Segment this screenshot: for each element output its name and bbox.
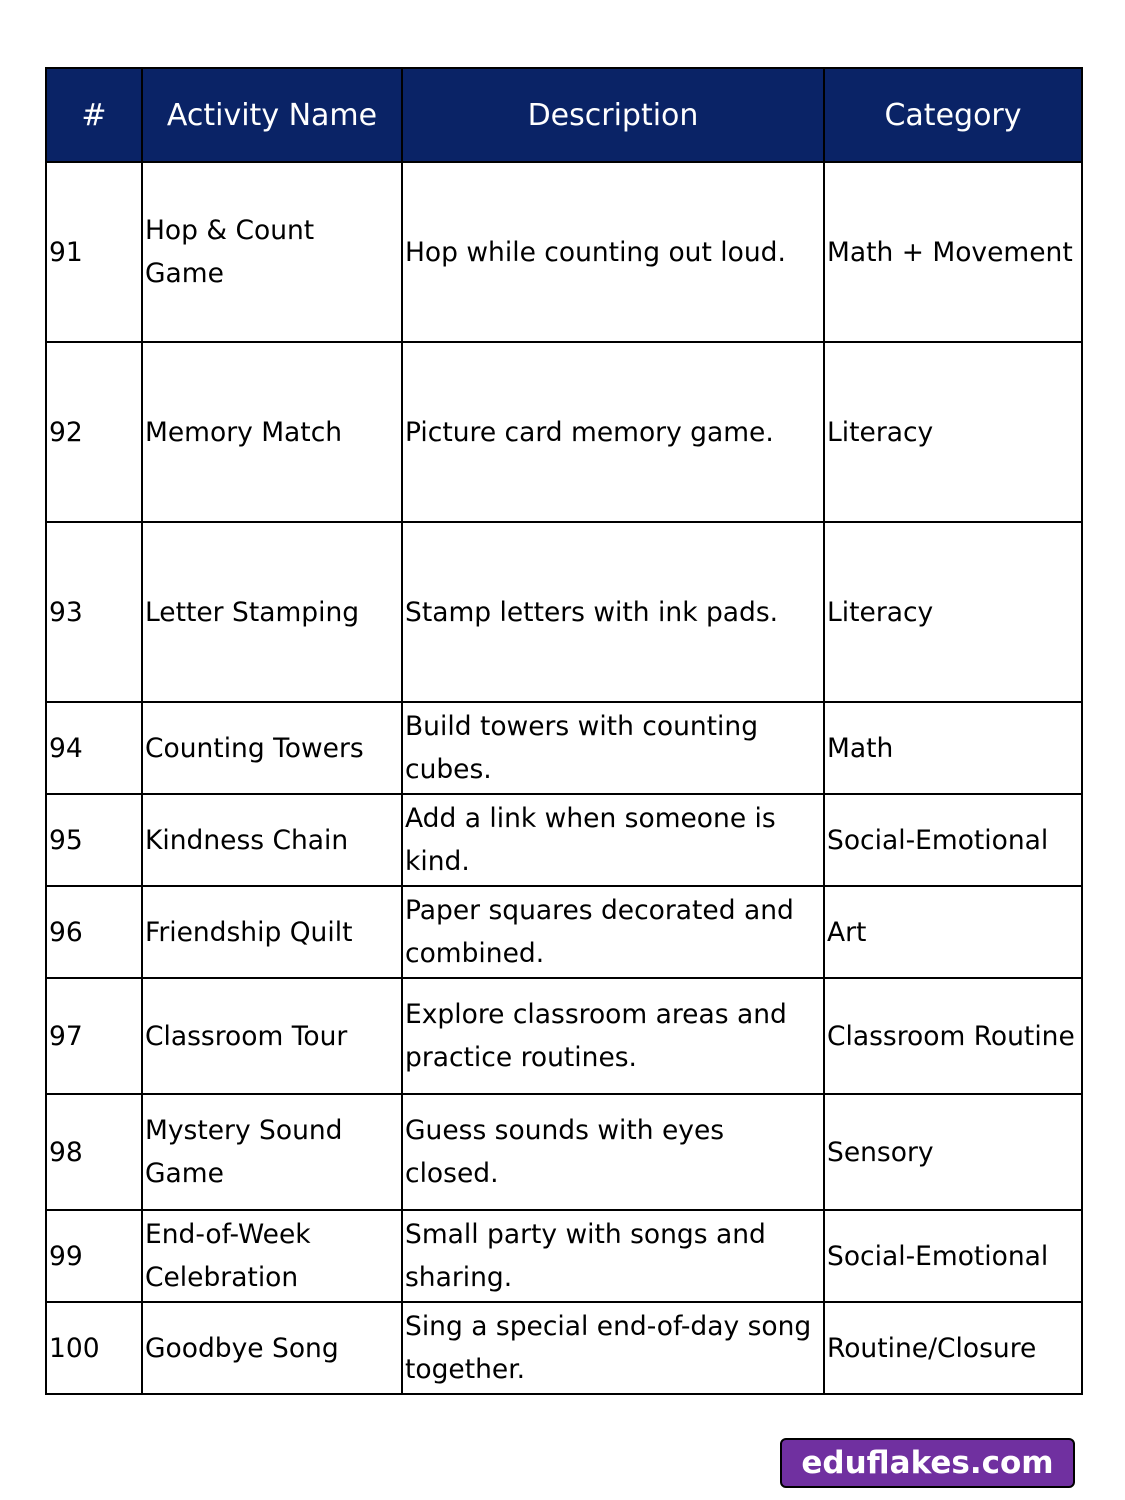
header-description: Description — [402, 68, 824, 162]
cell-description: Build towers with counting cubes. — [402, 702, 824, 794]
cell-number: 92 — [46, 342, 142, 522]
cell-number: 96 — [46, 886, 142, 978]
table-header-row — [46, 68, 1082, 162]
cell-number: 99 — [46, 1210, 142, 1302]
table-row — [46, 978, 1082, 1094]
cell-activity-name: Memory Match — [142, 342, 402, 522]
cell-category: Routine/Closure — [824, 1302, 1082, 1394]
cell-category: Math — [824, 702, 1082, 794]
cell-description: Hop while counting out loud. — [402, 162, 824, 342]
cell-description: Picture card memory game. — [402, 342, 824, 522]
table-row — [46, 162, 1082, 342]
cell-number: 98 — [46, 1094, 142, 1210]
cell-category: Art — [824, 886, 1082, 978]
cell-category: Literacy — [824, 522, 1082, 702]
cell-description: Explore classroom areas and practice routines. — [402, 978, 824, 1094]
cell-number: 91 — [46, 162, 142, 342]
header-category: Category — [824, 68, 1082, 162]
eduflakes-brand-link[interactable]: eduflakes.com — [780, 1438, 1075, 1488]
table-row — [46, 522, 1082, 702]
cell-description: Add a link when someone is kind. — [402, 794, 824, 886]
table-row — [46, 1094, 1082, 1210]
cell-activity-name: Letter Stamping — [142, 522, 402, 702]
header-activity-name: Activity Name — [142, 68, 402, 162]
cell-activity-name: Kindness Chain — [142, 794, 402, 886]
cell-number: 100 — [46, 1302, 142, 1394]
cell-category: Literacy — [824, 342, 1082, 522]
table-row — [46, 342, 1082, 522]
cell-number: 94 — [46, 702, 142, 794]
cell-category: Social-Emotional — [824, 794, 1082, 886]
cell-category: Social-Emotional — [824, 1210, 1082, 1302]
cell-description: Stamp letters with ink pads. — [402, 522, 824, 702]
table-row — [46, 886, 1082, 978]
cell-activity-name: Classroom Tour — [142, 978, 402, 1094]
table-row — [46, 1210, 1082, 1302]
cell-number: 93 — [46, 522, 142, 702]
cell-activity-name: Hop & Count Game — [142, 162, 402, 342]
cell-activity-name: Goodbye Song — [142, 1302, 402, 1394]
cell-activity-name: Mystery Sound Game — [142, 1094, 402, 1210]
cell-category: Math + Movement — [824, 162, 1082, 342]
cell-activity-name: Friendship Quilt — [142, 886, 402, 978]
cell-description: Guess sounds with eyes closed. — [402, 1094, 824, 1210]
cell-number: 97 — [46, 978, 142, 1094]
cell-category: Classroom Routine — [824, 978, 1082, 1094]
table-row — [46, 794, 1082, 886]
cell-description: Paper squares decorated and combined. — [402, 886, 824, 978]
activities-table — [45, 67, 1083, 1395]
cell-description: Small party with songs and sharing. — [402, 1210, 824, 1302]
cell-description: Sing a special end-of-day song together. — [402, 1302, 824, 1394]
cell-category: Sensory — [824, 1094, 1082, 1210]
table-row — [46, 702, 1082, 794]
cell-activity-name: Counting Towers — [142, 702, 402, 794]
cell-activity-name: End-of-Week Celebration — [142, 1210, 402, 1302]
cell-number: 95 — [46, 794, 142, 886]
header-number: # — [46, 68, 142, 162]
table-row — [46, 1302, 1082, 1394]
